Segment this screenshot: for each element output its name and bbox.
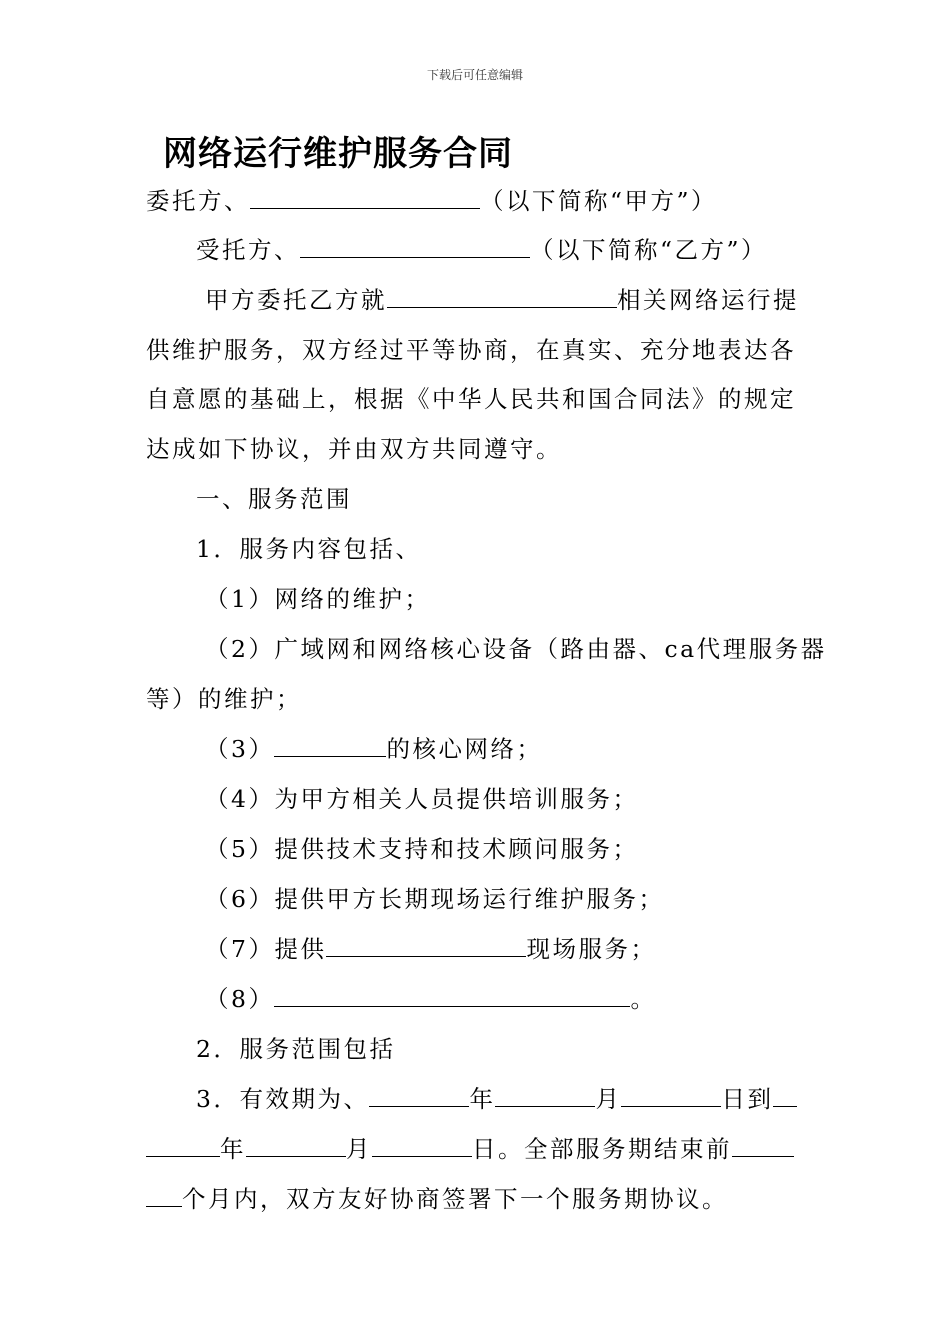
contractor-label: 受托方、 <box>196 236 300 264</box>
page-header: 下载后可任意编辑 <box>426 68 523 82</box>
end-day-blank[interactable] <box>372 1134 472 1157</box>
contractor-blank[interactable] <box>300 235 530 258</box>
section-heading: 一、服务范围 <box>196 485 352 513</box>
subitem-4: （4）为甲方相关人员提供培训服务； <box>205 785 639 813</box>
item-1: 1．服务内容包括、 <box>196 535 422 563</box>
end-month-label: 月 <box>346 1135 372 1163</box>
months-blank-start[interactable] <box>732 1134 794 1157</box>
subitem-3-label: （3） <box>205 735 275 763</box>
year-label: 年 <box>469 1085 496 1113</box>
subitem-2: （2）广域网和网络核心设备（路由器、ca代理服务器 <box>205 635 827 663</box>
start-day-blank[interactable] <box>621 1084 721 1107</box>
subitem-3-text: 的核心网络； <box>386 735 543 763</box>
subitem-5: （5）提供技术支持和技术顾问服务； <box>205 835 639 863</box>
subitem-3-blank[interactable] <box>274 734 386 757</box>
intro-text-b: 相关网络运行提 <box>617 286 799 314</box>
client-line <box>146 186 717 216</box>
renewal-text: 个月内，双方友好协商签署下一个服务期协议。 <box>182 1185 728 1213</box>
project-blank[interactable] <box>387 285 617 308</box>
end-month-blank[interactable] <box>246 1134 346 1157</box>
item-3-line-2 <box>146 1134 794 1164</box>
intro-line-3: 自意愿的基础上，根据《中华人民共和国合同法》的规定 <box>146 385 796 413</box>
subitem-7-blank[interactable] <box>326 934 526 957</box>
contractor-line <box>196 235 767 265</box>
validity-label: 3．有效期为、 <box>196 1085 370 1113</box>
month-label: 月 <box>595 1085 622 1113</box>
intro-line-4: 达成如下协议，并由双方共同遵守。 <box>146 435 562 463</box>
intro-line-2: 供维护服务，双方经过平等协商，在真实、充分地表达各 <box>146 336 796 364</box>
item-3-line-1 <box>196 1084 797 1114</box>
contractor-suffix: （以下简称“乙方”） <box>530 236 768 264</box>
subitem-8 <box>205 984 656 1014</box>
end-year-blank-start[interactable] <box>773 1084 797 1107</box>
intro-line-1 <box>205 285 799 315</box>
subitem-7-label: （7）提供 <box>205 935 327 963</box>
item-2: 2．服务范围包括 <box>196 1035 396 1063</box>
subitem-7 <box>205 934 656 964</box>
subitem-3 <box>205 734 542 764</box>
subitem-8-label: （8） <box>205 985 275 1013</box>
end-day-text: 日。全部服务期结束前 <box>472 1135 732 1163</box>
intro-text-a: 甲方委托乙方就 <box>205 286 387 314</box>
client-label: 委托方、 <box>146 187 250 215</box>
subitem-1: （1）网络的维护； <box>205 585 431 613</box>
subitem-6: （6）提供甲方长期现场运行维护服务； <box>205 885 665 913</box>
subitem-7-text: 现场服务； <box>526 935 657 963</box>
subitem-8-end: 。 <box>630 985 657 1013</box>
day-to-label: 日到 <box>721 1085 774 1113</box>
subitem-2-cont: 等）的维护； <box>146 685 302 713</box>
client-suffix: （以下简称“甲方”） <box>480 187 718 215</box>
end-year-label: 年 <box>220 1135 246 1163</box>
start-year-blank[interactable] <box>369 1084 469 1107</box>
months-blank[interactable] <box>146 1184 182 1207</box>
document-title: 网络运行维护服务合同 <box>163 134 513 174</box>
subitem-8-blank[interactable] <box>274 984 630 1007</box>
item-3-line-3 <box>146 1184 728 1214</box>
start-month-blank[interactable] <box>495 1084 595 1107</box>
end-year-blank[interactable] <box>146 1134 220 1157</box>
client-blank[interactable] <box>250 186 480 209</box>
